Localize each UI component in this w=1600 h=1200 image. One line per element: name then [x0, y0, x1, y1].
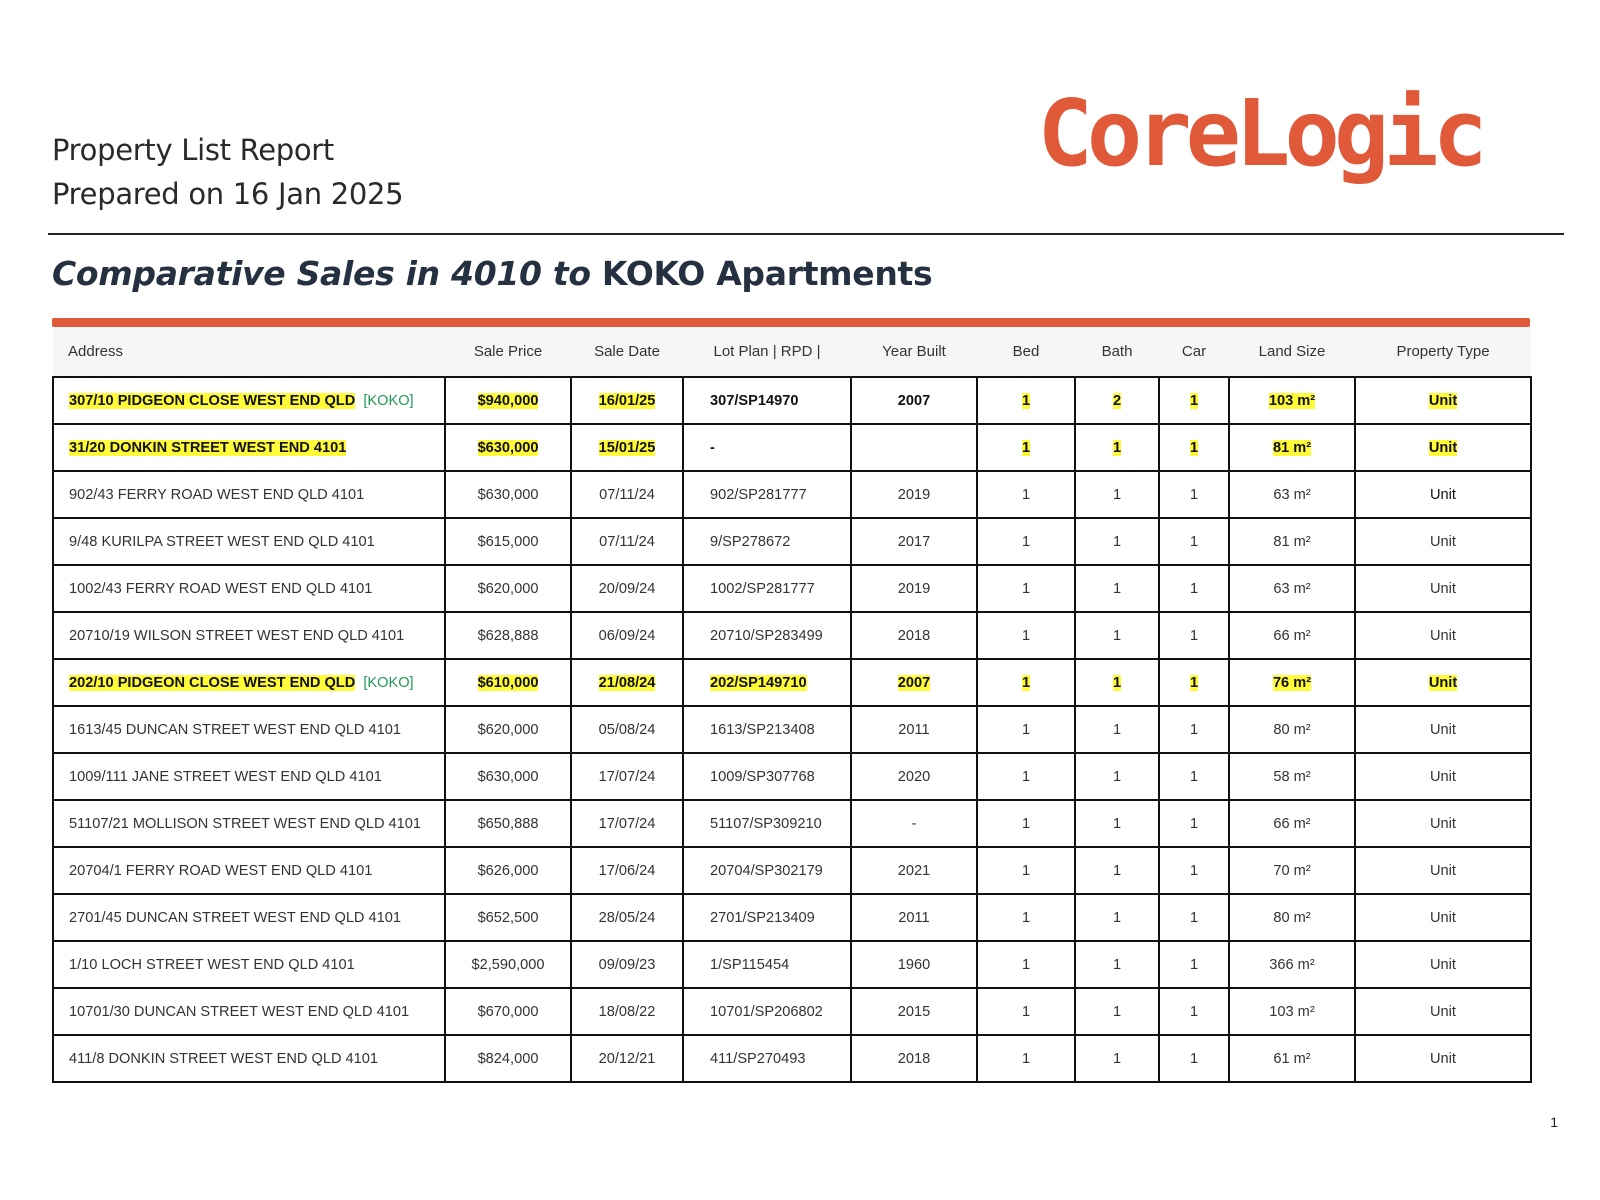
- year-cell: 2015: [851, 988, 977, 1035]
- land-cell: 81 m²: [1229, 424, 1355, 471]
- lot-cell: 202/SP149710: [683, 659, 851, 706]
- address-cell: 902/43 FERRY ROAD WEST END QLD 4101: [53, 471, 445, 518]
- header-divider: [48, 233, 1564, 235]
- car-cell: 1: [1159, 1035, 1229, 1082]
- year-cell: 2018: [851, 612, 977, 659]
- bed-cell: 1: [977, 565, 1075, 612]
- lot-cell: 20704/SP302179: [683, 847, 851, 894]
- land-cell: 66 m²: [1229, 612, 1355, 659]
- table-row: [53, 1035, 1531, 1082]
- lot-cell: 307/SP14970: [683, 377, 851, 424]
- address-cell: 20704/1 FERRY ROAD WEST END QLD 4101: [53, 847, 445, 894]
- year-cell: 2007: [851, 659, 977, 706]
- date-cell: 20/12/21: [571, 1035, 683, 1082]
- table-row: [53, 847, 1531, 894]
- date-cell: 05/08/24: [571, 706, 683, 753]
- price-cell: $650,888: [445, 800, 571, 847]
- bath-cell: 1: [1075, 424, 1159, 471]
- address-cell: 1009/111 JANE STREET WEST END QLD 4101: [53, 753, 445, 800]
- car-cell: 1: [1159, 612, 1229, 659]
- year-cell: 2019: [851, 471, 977, 518]
- address-text: 307/10 PIDGEON CLOSE WEST END QLD: [69, 392, 356, 409]
- table-accent-bar: [52, 318, 1530, 327]
- bath-cell: 1: [1075, 659, 1159, 706]
- comparative-sales-table: [52, 327, 1532, 1083]
- bed-cell: 1: [977, 941, 1075, 988]
- price-cell: $940,000: [445, 377, 571, 424]
- date-cell: 07/11/24: [571, 471, 683, 518]
- price-cell: $620,000: [445, 565, 571, 612]
- type-cell: Unit: [1355, 800, 1531, 847]
- year-cell: 2011: [851, 894, 977, 941]
- car-cell: 1: [1159, 518, 1229, 565]
- type-cell: Unit: [1355, 988, 1531, 1035]
- header-address: Address: [68, 343, 124, 360]
- type-cell: Unit: [1355, 659, 1531, 706]
- bath-cell: 2: [1075, 377, 1159, 424]
- land-cell: 80 m²: [1229, 706, 1355, 753]
- table-row: [53, 753, 1531, 800]
- date-cell: 17/07/24: [571, 753, 683, 800]
- table-row: [53, 988, 1531, 1035]
- car-cell: 1: [1159, 659, 1229, 706]
- table-header-row: [53, 327, 1531, 377]
- car-cell: 1: [1159, 800, 1229, 847]
- heading-italic: Comparative Sales in 4010 to: [52, 254, 591, 293]
- koko-tag: [KOKO]: [363, 674, 414, 691]
- land-cell: 58 m²: [1229, 753, 1355, 800]
- header-property-type: Property Type: [1396, 343, 1490, 360]
- car-cell: 1: [1159, 753, 1229, 800]
- land-cell: 366 m²: [1229, 941, 1355, 988]
- car-cell: 1: [1159, 847, 1229, 894]
- land-cell: 81 m²: [1229, 518, 1355, 565]
- car-cell: 1: [1159, 941, 1229, 988]
- table-row: [53, 565, 1531, 612]
- price-cell: $670,000: [445, 988, 571, 1035]
- header-land-size: Land Size: [1258, 343, 1326, 360]
- table-row: [53, 706, 1531, 753]
- address-cell: 411/8 DONKIN STREET WEST END QLD 4101: [53, 1035, 445, 1082]
- header-lot-plan: Lot Plan | RPD |: [713, 343, 821, 360]
- date-cell: 28/05/24: [571, 894, 683, 941]
- date-cell: 09/09/23: [571, 941, 683, 988]
- bed-cell: 1: [977, 612, 1075, 659]
- bath-cell: 1: [1075, 847, 1159, 894]
- type-cell: Unit: [1355, 471, 1531, 518]
- year-cell: 1960: [851, 941, 977, 988]
- year-cell: 2020: [851, 753, 977, 800]
- date-cell: 06/09/24: [571, 612, 683, 659]
- land-cell: 63 m²: [1229, 565, 1355, 612]
- bed-cell: 1: [977, 847, 1075, 894]
- lot-cell: -: [683, 424, 851, 471]
- land-cell: 103 m²: [1229, 377, 1355, 424]
- year-cell: 2018: [851, 1035, 977, 1082]
- table-row: [53, 941, 1531, 988]
- year-cell: 2019: [851, 565, 977, 612]
- bed-cell: 1: [977, 706, 1075, 753]
- date-cell: 21/08/24: [571, 659, 683, 706]
- car-cell: 1: [1159, 894, 1229, 941]
- bed-cell: 1: [977, 518, 1075, 565]
- price-cell: $824,000: [445, 1035, 571, 1082]
- type-cell: Unit: [1355, 424, 1531, 471]
- koko-tag: [KOKO]: [363, 392, 414, 409]
- header-bath: Bath: [1101, 343, 1133, 360]
- date-cell: 15/01/25: [571, 424, 683, 471]
- year-cell: 2021: [851, 847, 977, 894]
- type-cell: Unit: [1355, 1035, 1531, 1082]
- lot-cell: 1613/SP213408: [683, 706, 851, 753]
- bath-cell: 1: [1075, 518, 1159, 565]
- bath-cell: 1: [1075, 612, 1159, 659]
- address-cell: 20710/19 WILSON STREET WEST END QLD 4101: [53, 612, 445, 659]
- bath-cell: 1: [1075, 800, 1159, 847]
- report-title-block: [52, 128, 403, 216]
- land-cell: 66 m²: [1229, 800, 1355, 847]
- bed-cell: 1: [977, 1035, 1075, 1082]
- type-cell: Unit: [1355, 894, 1531, 941]
- land-cell: 103 m²: [1229, 988, 1355, 1035]
- date-cell: 07/11/24: [571, 518, 683, 565]
- date-cell: 16/01/25: [571, 377, 683, 424]
- lot-cell: 10701/SP206802: [683, 988, 851, 1035]
- bed-cell: 1: [977, 753, 1075, 800]
- price-cell: $610,000: [445, 659, 571, 706]
- land-cell: 61 m²: [1229, 1035, 1355, 1082]
- lot-cell: 902/SP281777: [683, 471, 851, 518]
- lot-cell: 2701/SP213409: [683, 894, 851, 941]
- date-cell: 18/08/22: [571, 988, 683, 1035]
- address-cell: 9/48 KURILPA STREET WEST END QLD 4101: [53, 518, 445, 565]
- lot-cell: 1009/SP307768: [683, 753, 851, 800]
- car-cell: 1: [1159, 706, 1229, 753]
- address-text: 202/10 PIDGEON CLOSE WEST END QLD: [69, 674, 356, 691]
- prepared-date: Prepared on 16 Jan 2025: [52, 177, 404, 211]
- table-row: [53, 659, 1531, 706]
- date-cell: 17/07/24: [571, 800, 683, 847]
- page-number: 1: [1550, 1114, 1558, 1130]
- table-row: [53, 377, 1531, 424]
- address-cell: 1002/43 FERRY ROAD WEST END QLD 4101: [53, 565, 445, 612]
- bed-cell: 1: [977, 424, 1075, 471]
- type-cell: Unit: [1355, 565, 1531, 612]
- page-heading: [52, 254, 932, 293]
- year-cell: 2011: [851, 706, 977, 753]
- header-bed: Bed: [1012, 343, 1040, 360]
- land-cell: 70 m²: [1229, 847, 1355, 894]
- address-cell: 1613/45 DUNCAN STREET WEST END QLD 4101: [53, 706, 445, 753]
- type-cell: Unit: [1355, 706, 1531, 753]
- year-cell: 2007: [851, 377, 977, 424]
- price-cell: $630,000: [445, 471, 571, 518]
- date-cell: 17/06/24: [571, 847, 683, 894]
- bed-cell: 1: [977, 377, 1075, 424]
- type-cell: Unit: [1355, 847, 1531, 894]
- price-cell: $630,000: [445, 753, 571, 800]
- address-text: 31/20 DONKIN STREET WEST END 4101: [69, 439, 347, 456]
- bath-cell: 1: [1075, 1035, 1159, 1082]
- land-cell: 76 m²: [1229, 659, 1355, 706]
- table-row: [53, 894, 1531, 941]
- bath-cell: 1: [1075, 894, 1159, 941]
- address-cell: 2701/45 DUNCAN STREET WEST END QLD 4101: [53, 894, 445, 941]
- type-cell: Unit: [1355, 612, 1531, 659]
- header-car: Car: [1181, 343, 1207, 360]
- price-cell: $2,590,000: [445, 941, 571, 988]
- date-cell: 20/09/24: [571, 565, 683, 612]
- bed-cell: 1: [977, 988, 1075, 1035]
- price-cell: $652,500: [445, 894, 571, 941]
- lot-cell: 1002/SP281777: [683, 565, 851, 612]
- lot-cell: 411/SP270493: [683, 1035, 851, 1082]
- bed-cell: 1: [977, 659, 1075, 706]
- car-cell: 1: [1159, 565, 1229, 612]
- year-cell: 2017: [851, 518, 977, 565]
- bath-cell: 1: [1075, 471, 1159, 518]
- lot-cell: 20710/SP283499: [683, 612, 851, 659]
- type-cell: Unit: [1355, 941, 1531, 988]
- price-cell: $628,888: [445, 612, 571, 659]
- bath-cell: 1: [1075, 565, 1159, 612]
- year-cell: -: [851, 800, 977, 847]
- table-row: [53, 424, 1531, 471]
- table-row: [53, 471, 1531, 518]
- bath-cell: 1: [1075, 941, 1159, 988]
- type-cell: Unit: [1355, 753, 1531, 800]
- bath-cell: 1: [1075, 706, 1159, 753]
- heading-rest: KOKO Apartments: [601, 254, 933, 293]
- price-cell: $626,000: [445, 847, 571, 894]
- header-sale-date: Sale Date: [594, 343, 660, 360]
- type-cell: Unit: [1355, 377, 1531, 424]
- car-cell: 1: [1159, 377, 1229, 424]
- year-cell: [851, 424, 977, 471]
- bed-cell: 1: [977, 471, 1075, 518]
- header-sale-price: Sale Price: [473, 343, 543, 360]
- land-cell: 80 m²: [1229, 894, 1355, 941]
- corelogic-logo: CoreLogic: [1037, 80, 1482, 187]
- address-cell: [53, 377, 445, 424]
- bath-cell: 1: [1075, 988, 1159, 1035]
- bath-cell: 1: [1075, 753, 1159, 800]
- car-cell: 1: [1159, 471, 1229, 518]
- bed-cell: 1: [977, 894, 1075, 941]
- car-cell: 1: [1159, 988, 1229, 1035]
- table-row: [53, 800, 1531, 847]
- address-cell: [53, 659, 445, 706]
- table-row: [53, 612, 1531, 659]
- lot-cell: 9/SP278672: [683, 518, 851, 565]
- report-title: Property List Report: [52, 133, 334, 167]
- lot-cell: 51107/SP309210: [683, 800, 851, 847]
- address-cell: 10701/30 DUNCAN STREET WEST END QLD 4101: [53, 988, 445, 1035]
- price-cell: $615,000: [445, 518, 571, 565]
- bed-cell: 1: [977, 800, 1075, 847]
- address-cell: 1/10 LOCH STREET WEST END QLD 4101: [53, 941, 445, 988]
- header-year-built: Year Built: [882, 343, 946, 360]
- address-cell: 51107/21 MOLLISON STREET WEST END QLD 4101: [53, 800, 445, 847]
- car-cell: 1: [1159, 424, 1229, 471]
- address-cell: [53, 424, 445, 471]
- land-cell: 63 m²: [1229, 471, 1355, 518]
- price-cell: $620,000: [445, 706, 571, 753]
- table-row: [53, 518, 1531, 565]
- lot-cell: 1/SP115454: [683, 941, 851, 988]
- price-cell: $630,000: [445, 424, 571, 471]
- type-cell: Unit: [1355, 518, 1531, 565]
